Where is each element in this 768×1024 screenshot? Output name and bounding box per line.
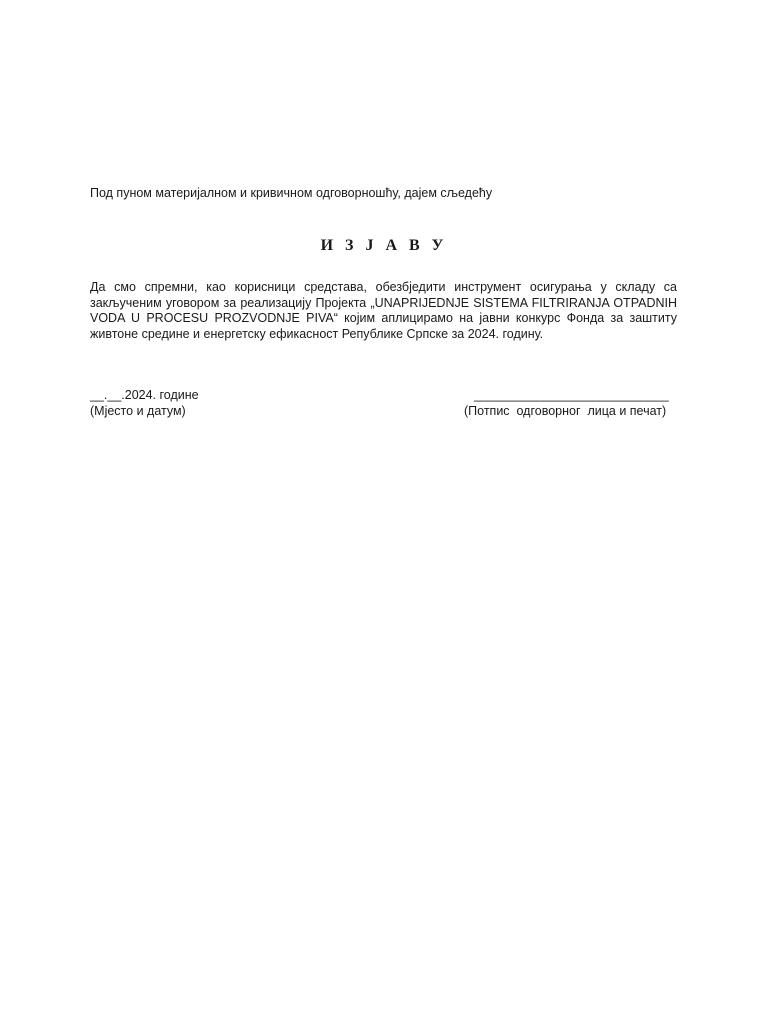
document-heading: И З Ј А В У [320,237,448,254]
signature-caption: (Потпис одговорног лица и печат) [464,404,667,418]
date-caption: (Мјесто и датум) [90,404,186,418]
intro-text: Под пуном материјалном и кривичном одговорношћу, дајем сљедећу [90,186,493,200]
statement-paragraph: Да смо спремни, као корисници средстава, обезбједити инструмент осигурања у складу са закљученим уговором за реализацију Пројекта „UNAPRIJEDNJE SISTEMA FILTRIRANJA OTPADNIH VODA U PROCESU PROZVODNJE PIVA“ којим аплицирамо на јавни конкурс Фонда за заштиту живтоне средине и енергетску ефикасност Републике Српске за 2024. годину. [90,280,677,341]
date-field: __.__.2024. године [90,388,199,402]
signature-line: ____________________________ [474,388,669,402]
